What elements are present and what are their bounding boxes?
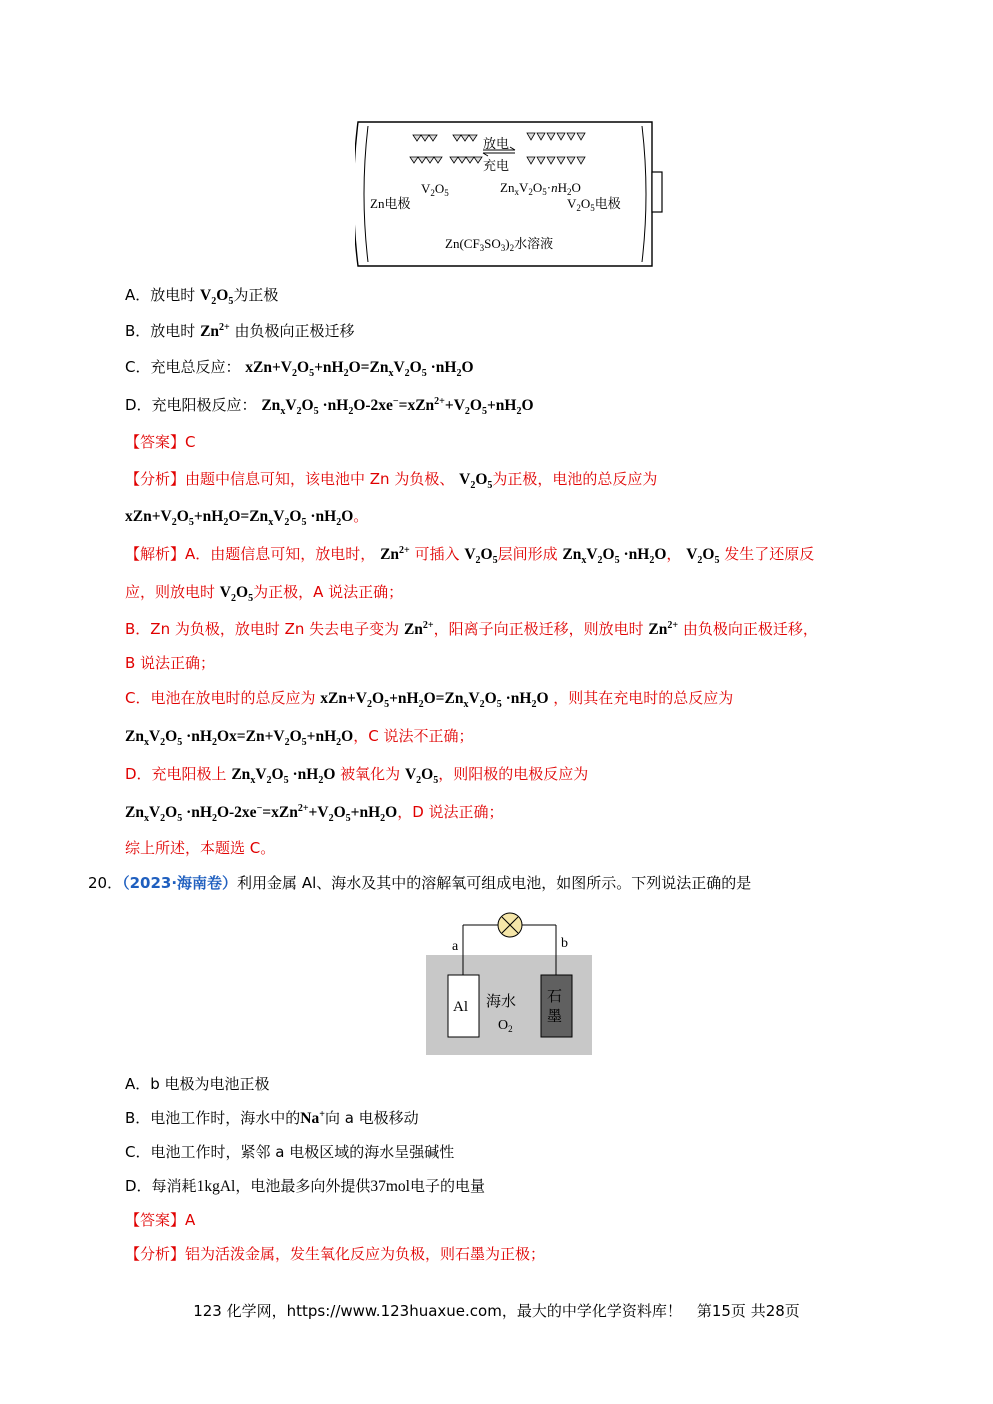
battery-diagram [355, 120, 665, 270]
label-graphite-2: 墨 [547, 1007, 563, 1025]
charge-label: 充电 [483, 159, 510, 174]
v2o5-label: $V_2O_5$ [421, 181, 449, 198]
q20-option-d: D．每消耗1kgAl，电池最多向外提供37mol电子的电量 [125, 1177, 485, 1195]
battery-figure [355, 120, 665, 270]
discharge-label: 放电 [483, 137, 510, 152]
q19-option-d: D．充电阳极反应： $Zn_xV_2O_5 \cdot nH_2O-2xe^-=xZn^{2+}+V_2O_5+nH_2O$ [125, 395, 534, 418]
electrolyte-label: $Zn(CF_3SO_3)_2$水溶液 [445, 236, 554, 253]
v2o5-electrode-label: $V_2O_5$电极 [567, 196, 621, 213]
zn-electrode-label: Zn电极 [370, 196, 411, 211]
q19-jiexi-7: D．充电阳极上 $Zn_xV_2O_5 \cdot nH_2O$ 被氧化为 $V_2O_5$，则阳极的电极反应为 [125, 765, 589, 787]
al-seawater-figure [425, 905, 595, 1060]
q20-stem: 20．（2023·海南卷）利用金属 Al、海水及其中的溶解氧可组成电池，如图所示。下列说法正确的是 [88, 874, 752, 892]
q19-jiexi-4: B 说法正确； [125, 654, 216, 672]
q19-option-c: C．充电总反应： $xZn+V_2O_5+nH_2O=Zn_xV_2O_5 \cdot nH_2O$ [125, 358, 474, 380]
label-graphite-1: 石 [547, 987, 563, 1005]
q19-jiexi-6: $Zn_xV_2O_5 \cdot nH_2Ox=Zn+V_2O_5+nH_2O$，C 说法不正确； [125, 727, 474, 749]
q19-jiexi-9: 综上所述，本题选 C。 [125, 839, 276, 857]
q20-answer: 【答案】A [125, 1211, 196, 1229]
q19-analysis: 【分析】由题中信息可知，该电池中 Zn 为负极、 $V_2O_5$为正极，电池的总反应为 [125, 470, 658, 492]
q19-option-b: B．放电时 $Zn^{2+}$ 由负极向正极迁移 [125, 321, 355, 340]
q19-analysis-equation: $xZn+V_2O_5+nH_2O=Zn_xV_2O_5 \cdot nH_2O$。 [125, 507, 369, 529]
q19-option-a: A．放电时 $V_2O_5$为正极 [125, 286, 279, 308]
q20-option-c: C．电池工作时，紧邻 a 电极区域的海水呈强碱性 [125, 1143, 455, 1161]
label-b: b [561, 936, 568, 951]
label-a: a [452, 939, 459, 954]
q19-jiexi-8: $Zn_xV_2O_5 \cdot nH_2O-2xe^-=xZn^{2+}+V_2O_5+nH_2O$，D 说法正确； [125, 802, 504, 825]
q19-jiexi-2: 应，则放电时 $V_2O_5$为正极，A 说法正确； [125, 583, 404, 605]
q19-answer: 【答案】C [125, 433, 196, 451]
q20-option-b: B．电池工作时，海水中的Na+向 a 电极移动 [125, 1108, 419, 1127]
page-footer: 123 化学网，https://www.123huaxue.com，最大的中学化学资料库！ 第15页 共28页 [193, 1302, 800, 1320]
label-seawater: 海水 [486, 992, 517, 1010]
q20-option-a: A．b 电极为电池正极 [125, 1075, 270, 1093]
label-o2: $O_2$ [498, 1018, 513, 1034]
znx-label: $Zn_xV_2O_5\cdot nH_2O$ [500, 180, 581, 197]
q19-jiexi-3: B．Zn 为负极，放电时 Zn 失去电子变为 $Zn^{2+}$，阳离子向正极迁移，则放电时 $Zn^{2+}$ 由负极向正极迁移， [125, 619, 818, 638]
al-seawater-diagram [425, 905, 595, 1060]
label-al: Al [453, 999, 468, 1015]
q19-jiexi-1: 【解析】A．由题信息可知，放电时， $Zn^{2+}$ 可插入 $V_2O_5$层间形成 $Zn_xV_2O_5 \cdot nH_2O$， $V_2O_5$ 发生了还原反 [125, 544, 815, 567]
q19-jiexi-5: C．电池在放电时的总反应为 $xZn+V_2O_5+nH_2O=Zn_xV_2O_5 \cdot nH_2O$ ，则其在充电时的总反应为 [125, 689, 734, 711]
q20-analysis: 【分析】铝为活泼金属，发生氧化反应为负极，则石墨为正极； [125, 1245, 546, 1263]
